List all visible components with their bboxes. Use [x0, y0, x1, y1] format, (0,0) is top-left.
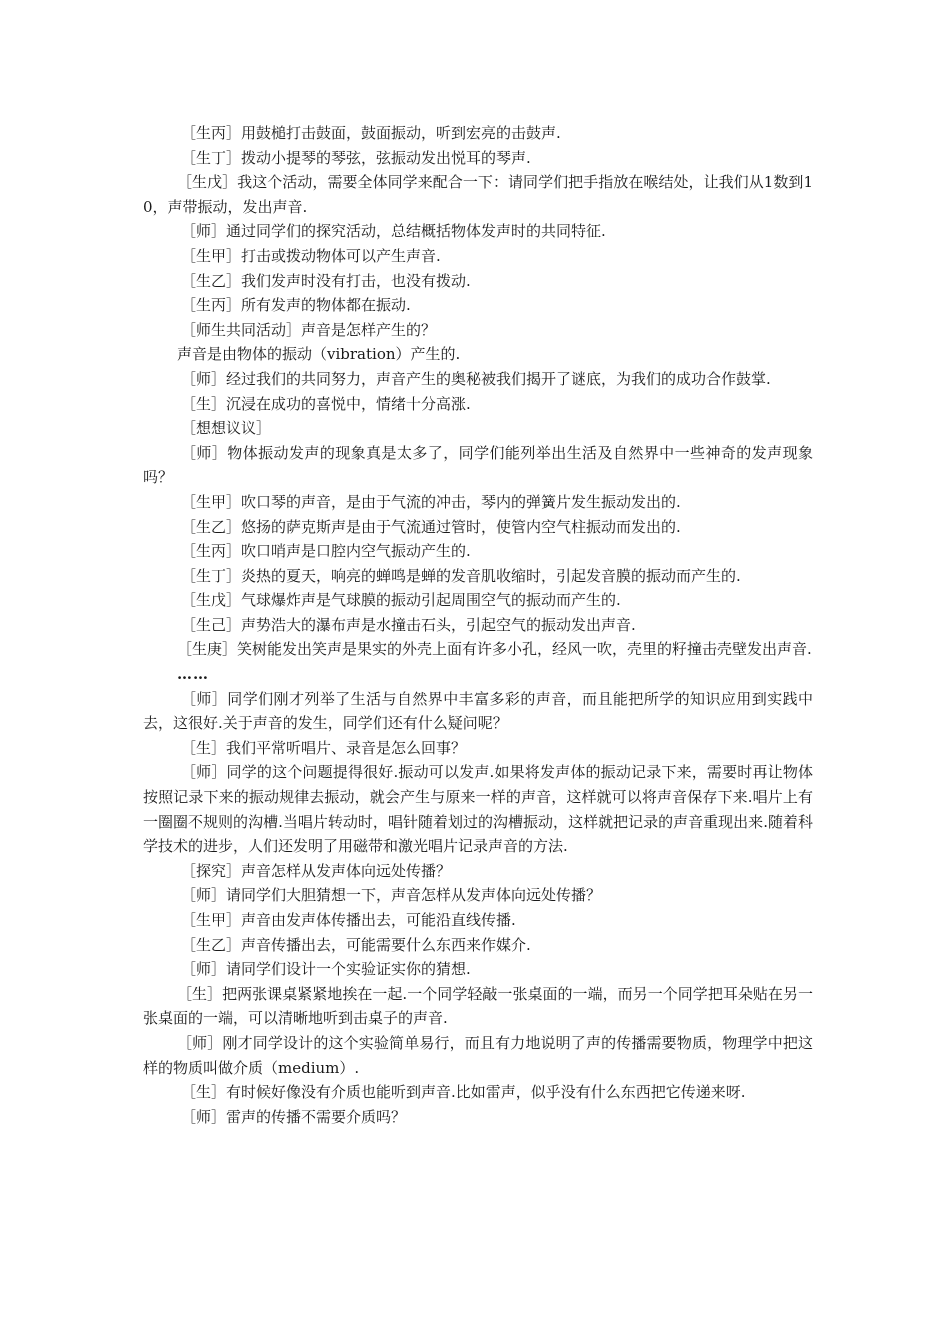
paragraph: ［生丙］用鼓槌打击鼓面，鼓面振动，听到宏亮的击鼓声.	[181, 124, 561, 142]
paragraph: ［生戊］我这个活动，需要全体同学来配合一下：请同学们把手指放在喉结处，让我们从1数到10，声带振动，发出声音.	[143, 173, 813, 216]
paragraph: ［生］沉浸在成功的喜悦中，情绪十分高涨.	[181, 394, 471, 413]
section-heading: ［想想议议］	[181, 419, 272, 438]
paragraph: ［师］经过我们的共同努力，声音产生的奥秘被我们揭开了谜底，为我们的成功合作鼓掌.	[181, 369, 771, 388]
paragraph: ［生］有时候好像没有介质也能听到声音.比如雷声，似乎没有什么东西把它传递来呀.	[181, 1083, 746, 1102]
paragraph: ［师］刚才同学设计的这个实验简单易行，而且有力地说明了声的传播需要物质，物理学中把这样的物质叫做介质（medium）.	[143, 1033, 813, 1077]
section-heading: ［探究］声音怎样从发声体向远处传播？	[181, 861, 452, 880]
paragraph: ［生甲］吹口琴的声音，是由于气流的冲击，琴内的弹簧片发生振动发出的.	[181, 492, 681, 511]
paragraph: ［生乙］我们发声时没有打击，也没有拨动.	[181, 271, 471, 290]
paragraph: ［生乙］声音传播出去，可能需要什么东西来作媒介.	[181, 935, 531, 954]
paragraph: 声音是由物体的振动（vibration）产生的.	[177, 345, 461, 364]
text-body	[143, 121, 813, 1129]
paragraph: ［师］请同学们设计一个实验证实你的猜想.	[181, 960, 471, 979]
paragraph: ［生甲］声音由发声体传播出去，可能沿直线传播.	[181, 911, 516, 929]
paragraph: ［师］通过同学们的探究活动，总结概括物体发声时的共同特征.	[181, 222, 606, 241]
paragraph: ［生甲］打击或拨动物体可以产生声音.	[181, 246, 441, 265]
paragraph: ［师］雷声的传播不需要介质吗？	[181, 1107, 407, 1126]
paragraph: ［师］物体振动发声的现象真是太多了，同学们能列举出生活及自然界中一些神奇的发声现象吗？	[143, 443, 813, 487]
paragraph: ［师］同学们刚才列举了生活与自然界中丰富多彩的声音，而且能把所学的知识应用到实践中去，这很好.关于声音的发生，同学们还有什么疑问呢？	[143, 689, 813, 733]
ellipsis-line: ……	[177, 665, 209, 684]
paragraph: ［生丙］吹口哨声是口腔内空气振动产生的.	[181, 542, 471, 561]
paragraph: ［生己］声势浩大的瀑布声是水撞击石头，引起空气的振动发出声音.	[181, 615, 636, 634]
paragraph: ［生丁］炎热的夏天，响亮的蝉鸣是蝉的发音肌收缩时，引起发音膜的振动而产生的.	[181, 566, 741, 585]
paragraph: ［生丙］所有发声的物体都在振动.	[181, 296, 411, 315]
paragraph: ［生丁］拨动小提琴的琴弦，弦振动发出悦耳的琴声.	[181, 148, 531, 167]
paragraph: ［生］我们平常听唱片、录音是怎么回事？	[181, 738, 467, 757]
paragraph: ［师］同学的这个问题提得很好.振动可以发声.如果将发声体的振动记录下来，需要时再让物体按照记录下来的振动规律去振动，就会产生与原来一样的声音，这样就可以将声音保存下来.唱片上有一圈圈不规则的沟槽.当唱片转动时，唱针随着划过的沟槽振动，这样就把记录的声音重现出来.随着科学技术的进步，人们还发明了用磁带和激光唱片记录声音的方法.	[143, 763, 813, 856]
paragraph: ［生庚］笑树能发出笑声是果实的外壳上面有许多小孔，经风一吹，壳里的籽撞击壳壁发出声音.	[177, 640, 812, 659]
paragraph: ［生戊］气球爆炸声是气球膜的振动引起周围空气的振动而产生的.	[181, 591, 621, 610]
paragraph: ［师］请同学们大胆猜想一下，声音怎样从发声体向远处传播？	[181, 886, 602, 905]
paragraph: ［生］把两张课桌紧紧地挨在一起.一个同学轻敲一张桌面的一端，而另一个同学把耳朵贴在另一张桌面的一端，可以清晰地听到击桌子的声音.	[143, 984, 813, 1028]
paragraph: ［生乙］悠扬的萨克斯声是由于气流通过管时，使管内空气柱振动而发出的.	[181, 517, 681, 536]
paragraph: ［师生共同活动］声音是怎样产生的？	[181, 320, 437, 339]
